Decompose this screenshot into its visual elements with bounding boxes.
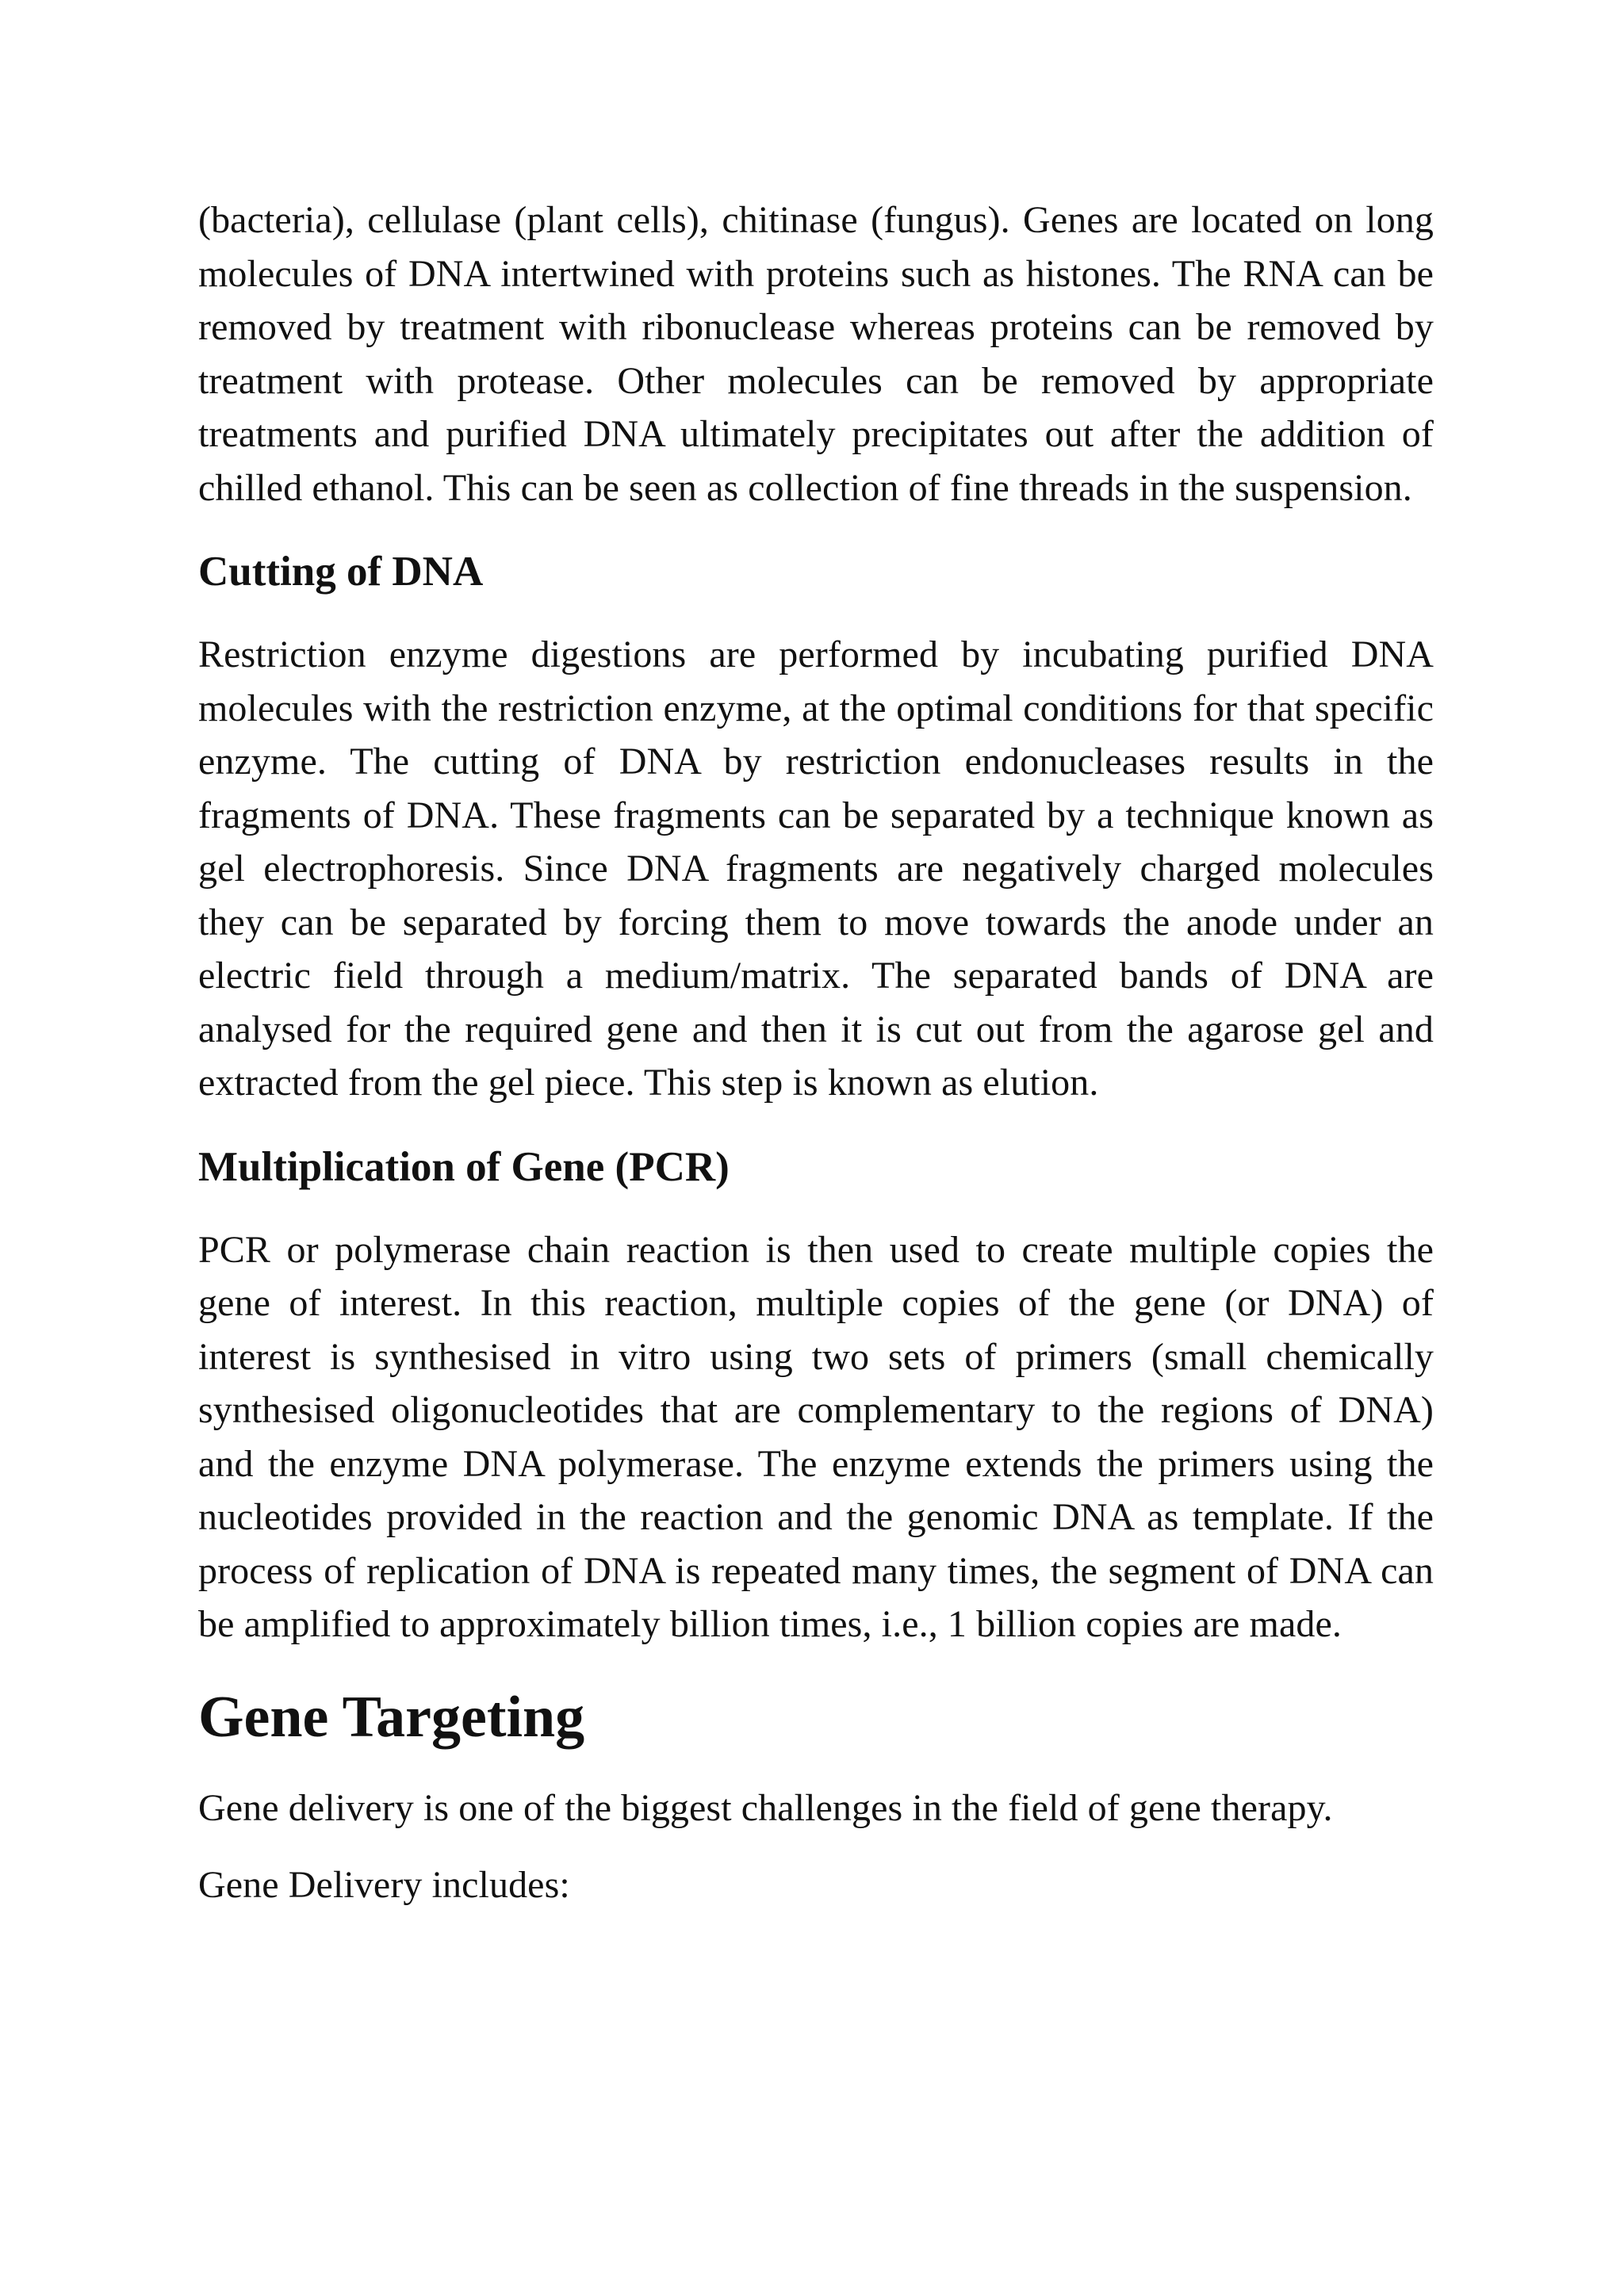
- heading-gene-targeting: Gene Targeting: [198, 1684, 585, 1750]
- intro-paragraph: (bacteria), cellulase (plant cells), chitinase (fungus). Genes are located on long molecules of DNA intertwined with proteins such as histones. The RNA can be removed by treatment with ribonuclease whereas proteins can be removed by treatment with protease. Other molecules can be removed by appropriate treatments and purified DNA ultimately precipitates out after the addition of chilled ethanol. This can be seen as collection of fine threads in the suspension.: [198, 199, 1434, 509]
- section-heading-multiplication-of-gene: Multiplication of Gene (PCR): [198, 1143, 730, 1190]
- gene-targeting-paragraph: Gene delivery is one of the biggest challenges in the field of gene therapy.: [198, 1786, 1333, 1829]
- section-heading-cutting-of-dna: Cutting of DNA: [198, 549, 484, 595]
- section-paragraph-cutting-of-dna: Restriction enzyme digestions are performed by incubating purified DNA molecules with the restriction enzyme, at the optimal conditions for that specific enzyme. The cutting of DNA by restriction endonucleases results in the fragments of DNA. These fragments can be separated by a technique known as gel electrophoresis. Since DNA fragments are negatively charged molecules they can be separated by forcing them to move towards the anode under an electric field through a medium/matrix. The separated bands of DNA are analysed for the required gene and then it is cut out from the agarose gel and extracted from the gel piece. This step is known as elution.: [198, 633, 1434, 1104]
- section-paragraph-multiplication-of-gene: PCR or polymerase chain reaction is then used to create multiple copies the gene of interest. In this reaction, multiple copies of the gene (or DNA) of interest is synthesised in vitro using two sets of primers (small chemically synthesised oligonucleotides that are complementary to the regions of DNA) and the enzyme DNA polymerase. The enzyme extends the primers using the nucleotides provided in the reaction and the genomic DNA as template. If the process of replication of DNA is repeated many times, the segment of DNA can be amplified to approximately billion times, i.e., 1 billion copies are made.: [198, 1228, 1434, 1645]
- document-page: [198, 193, 1434, 1912]
- gene-delivery-includes-paragraph: Gene Delivery includes:: [198, 1864, 570, 1906]
